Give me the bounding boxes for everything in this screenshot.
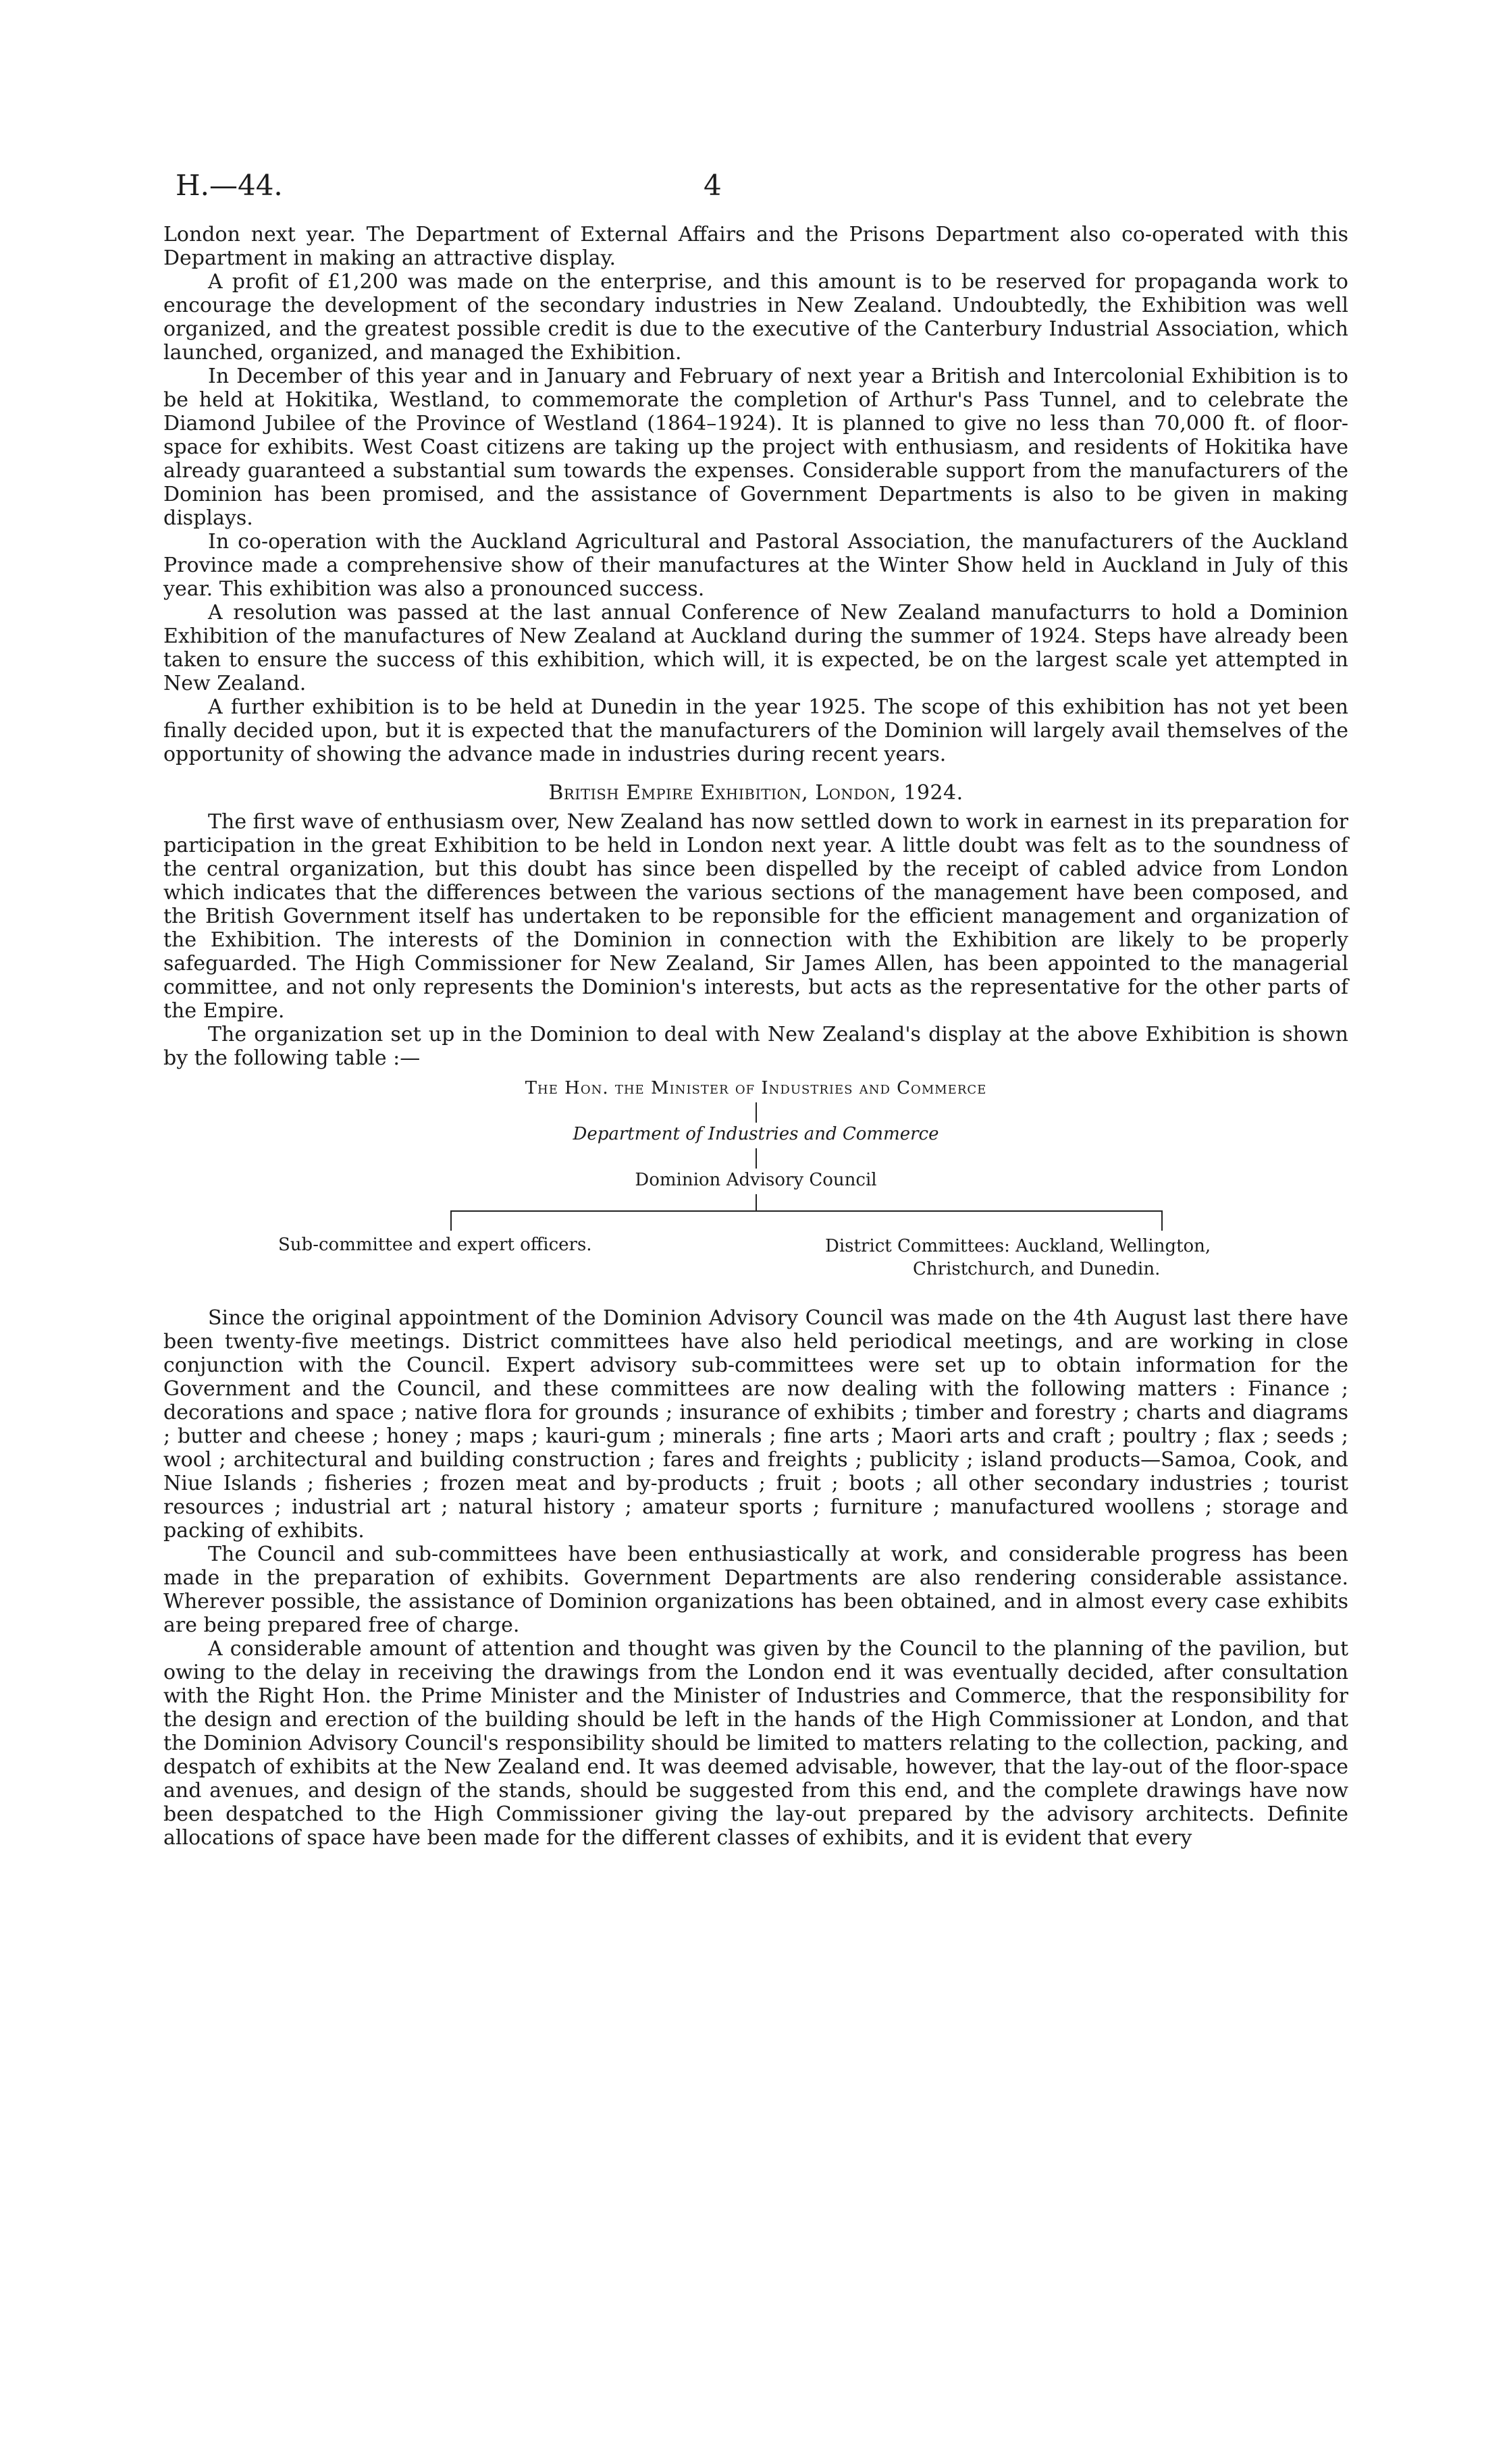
org-node-minister: The Hon. the Minister of Industries and Commerce xyxy=(525,1078,987,1098)
paragraph: London next year. The Department of External Affairs and the Prisons Department also co-operated with this Department in making an attractive display. xyxy=(163,223,1348,270)
org-connector xyxy=(450,1210,1163,1212)
page-header xyxy=(163,169,1348,223)
paragraph: In December of this year and in January and February of next year a British and Intercolonial Exhibition is to be held at Hokitika, Westland, to commemorate the completion of Arthur's Pass Tunnel, and to celebrate the Diamond Jubilee of the Province of Westland (1864–1924). It is planned to give no less than 70,000 ft. of floor-space for exhibits. West Coast citizens are taking up the project with enthusiasm, and residents of Hokitika have already guaranteed a substantial sum towards the expenses. Considerable support from the manufacturers of the Dominion has been promised, and the assistance of Government Departments is also to be given in making displays. xyxy=(163,365,1348,530)
org-connector xyxy=(756,1194,757,1210)
org-node-department: Department of Industries and Commerce xyxy=(573,1124,939,1144)
paragraph: A profit of £1,200 was made on the enterprise, and this amount is to be reserved for propaganda work to encourage the development of the secondary industries in New Zealand. Undoubtedly, the Exhibition was well organized, and the greatest possible credit is due to the executive of the Canterbury Industrial Association, which launched, organized, and managed the Exhibition. xyxy=(163,270,1348,365)
paragraph: The first wave of enthusiasm over, New Zealand has now settled down to work in earnest in its preparation for participation in the great Exhibition to be held in London next year. A little doubt was felt as to the soundness of the central organization, but this doubt has since been dispelled by the receipt of cabled advice from London which indicates that the differences between the various sections of the management have been composed, and the British Government itself has undertaken to be reponsible for the efficient management and organization of the Exhibition. The interests of the Dominion in connection with the Exhibition are likely to be properly safeguarded. The High Commissioner for New Zealand, Sir James Allen, has been appointed to the managerial committee, and not only represents the Dominion's interests, but acts as the representative for the other parts of the Empire. xyxy=(163,810,1348,1023)
org-node-district-committees xyxy=(825,1235,1211,1281)
paragraph: A further exhibition is to be held at Dunedin in the year 1925. The scope of this exhibition has not yet been finally decided upon, but it is expected that the manufacturers of the Dominion will largely avail themselves of the opportunity of showing the advance made in industries during recent years. xyxy=(163,695,1348,766)
org-connector xyxy=(756,1102,757,1123)
report-reference: H.—44. xyxy=(176,169,283,202)
document-page xyxy=(163,169,1348,1850)
org-node-council: Dominion Advisory Council xyxy=(635,1170,877,1190)
org-connector xyxy=(450,1210,452,1231)
paragraph: A resolution was passed at the last annual Conference of New Zealand manufacturrs to hold a Dominion Exhibition of the manufactures of New Zealand at Auckland during the summer of 1924. Steps have already been taken to ensure the success of this exhibition, which will, it is expected, be on the largest scale yet attempted in New Zealand. xyxy=(163,601,1348,695)
org-node-subcommittee: Sub-committee and expert officers. xyxy=(278,1235,592,1255)
body-text-top xyxy=(163,223,1348,766)
paragraph: The Council and sub-committees have been enthusiastically at work, and considerable progress has been made in the preparation of exhibits. Government Departments are also rendering considerable assistance. Wherever possible, the assistance of Dominion organizations has been obtained, and in almost every case exhibits are being prepared free of charge. xyxy=(163,1543,1348,1637)
page-number: 4 xyxy=(704,169,722,202)
paragraph: A considerable amount of attention and thought was given by the Council to the planning of the pavilion, but owing to the delay in receiving the drawings from the London end it was eventually decided, after consultation with the Right Hon. the Prime Minister and the Minister of Industries and Commerce, that the responsibility for the design and erection of the building should be left in the hands of the High Commissioner at London, and that the Dominion Advisory Council's responsibility should be limited to matters relating to the collection, packing, and despatch of exhibits at the New Zealand end. It was deemed advisable, however, that the lay-out of the floor-space and avenues, and design of the stands, should be suggested from this end, and the complete drawings have now been despatched to the High Commissioner giving the lay-out prepared by the advisory architects. Definite allocations of space have been made for the different classes of exhibits, and it is evident that every xyxy=(163,1637,1348,1850)
organization-chart xyxy=(163,1078,1348,1287)
org-connector xyxy=(756,1148,757,1169)
paragraph: In co-operation with the Auckland Agricultural and Pastoral Association, the manufacturers of the Auckland Province made a comprehensive show of their manufactures at the Winter Show held in Auckland in July of this year. This exhibition was also a pronounced success. xyxy=(163,530,1348,601)
paragraph: Since the original appointment of the Dominion Advisory Council was made on the 4th August last there have been twenty-five meetings. District committees have also held periodical meetings, and are working in close conjunction with the Council. Expert advisory sub-committees were set up to obtain information for the Government and the Council, and these committees are now dealing with the following matters : Finance ; decorations and space ; native flora for grounds ; insurance of exhibits ; timber and forestry ; charts and diagrams ; butter and cheese ; honey ; maps ; kauri-gum ; minerals ; fine arts ; Maori arts and craft ; poultry ; flax ; seeds ; wool ; architectural and building construction ; fares and freights ; publicity ; island products—Samoa, Cook, and Niue Islands ; fisheries ; frozen meat and by-products ; fruit ; boots ; all other secondary industries ; tourist resources ; industrial art ; natural history ; amateur sports ; furniture ; manufactured woollens ; storage and packing of exhibits. xyxy=(163,1306,1348,1543)
paragraph: The organization set up in the Dominion to deal with New Zealand's display at the above Exhibition is shown by the following table :— xyxy=(163,1023,1348,1070)
body-text-bottom xyxy=(163,1306,1348,1850)
body-text-middle xyxy=(163,810,1348,1070)
district-line-2: Christchurch, and Dunedin. xyxy=(913,1259,1161,1279)
section-heading: British Empire Exhibition, London, 1924. xyxy=(548,781,963,805)
org-connector xyxy=(1161,1210,1163,1231)
district-line-1: District Committees: Auckland, Wellington, xyxy=(825,1236,1211,1256)
